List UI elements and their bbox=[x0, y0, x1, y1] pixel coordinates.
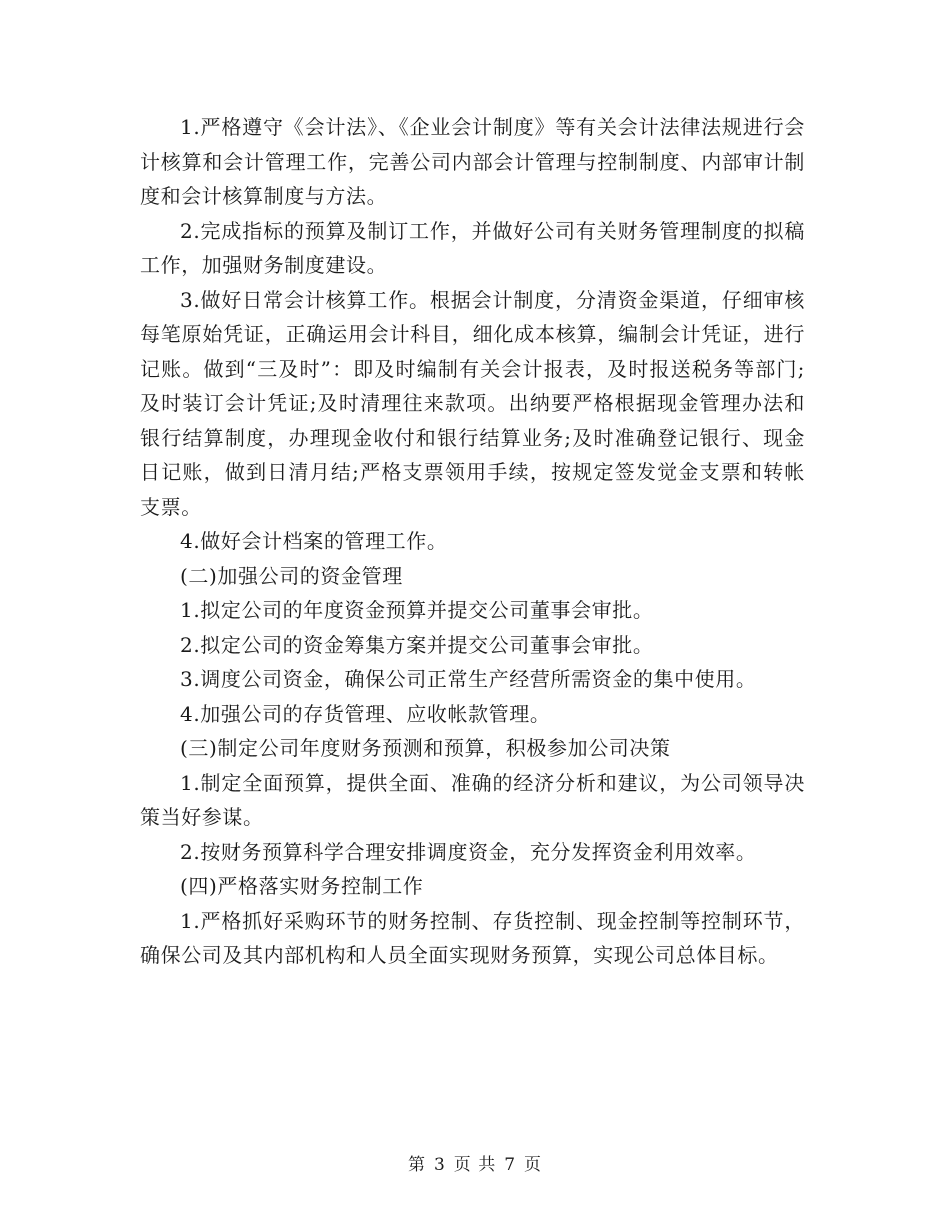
paragraph-6: 1.拟定公司的年度资金预算并提交公司董事会审批。 bbox=[180, 598, 654, 622]
paragraph-8: 3.调度公司资金，确保公司正常生产经营所需资金的集中使用。 bbox=[180, 667, 757, 691]
total-page-number: 7 bbox=[504, 1155, 517, 1175]
footer-suffix: 页 bbox=[524, 1155, 543, 1175]
paragraph-3: 3.做好日常会计核算工作。根据会计制度，分清资金渠道，仔细审核每笔原始凭证，正确运用会计科目，细化成本核算，编制会计凭证，进行记账。做到“三及时”：即及时编制有关会计报表，及时报送税务等部门;及时装订会计凭证;及时清理往来款项。出纳要严格根据现金管理办法和银行结算制度，办理现金收付和银行结算业务;及时准确登记银行、现金日记账，做到日清月结;严格支票领用手续，按规定签发觉金支票和转帐支票。 bbox=[140, 287, 805, 519]
paragraph-7: 2.拟定公司的资金筹集方案并提交公司董事会审批。 bbox=[180, 632, 654, 657]
paragraph-2: 2.完成指标的预算及制订工作，并做好公司有关财务管理制度的拟稿工作，加强财务制度建设。 bbox=[140, 218, 805, 277]
footer-prefix: 第 bbox=[407, 1155, 426, 1175]
paragraph-14: 1.严格抓好采购环节的财务控制、存货控制、现金控制等控制环节，确保公司及其内部机构和人员全面实现财务预算，实现公司总体目标。 bbox=[140, 908, 805, 967]
document-body bbox=[140, 110, 805, 973]
section-heading-4: (四)严格落实财务控制工作 bbox=[180, 874, 424, 898]
page-number-footer bbox=[0, 1150, 950, 1175]
paragraph-9: 4.加强公司的存货管理、应收帐款管理。 bbox=[180, 701, 551, 726]
current-page-number: 3 bbox=[433, 1155, 446, 1175]
section-heading-3: (三)制定公司年度财务预测和预算，积极参加公司决策 bbox=[180, 736, 671, 760]
footer-middle: 页 共 bbox=[453, 1155, 497, 1175]
section-heading-2: (二)加强公司的资金管理 bbox=[180, 563, 403, 588]
paragraph-1: 1.严格遵守《会计法》、《企业会计制度》等有关会计法律法规进行会计核算和会计管理工作，完善公司内部会计管理与控制制度、内部审计制度和会计核算制度与方法。 bbox=[140, 115, 805, 208]
paragraph-11: 1.制定全面预算，提供全面、准确的经济分析和建议，为公司领导决策当好参谋。 bbox=[140, 770, 805, 829]
paragraph-4: 4.做好会计档案的管理工作。 bbox=[180, 529, 448, 553]
paragraph-12: 2.按财务预算科学合理安排调度资金，充分发挥资金利用效率。 bbox=[180, 839, 757, 864]
